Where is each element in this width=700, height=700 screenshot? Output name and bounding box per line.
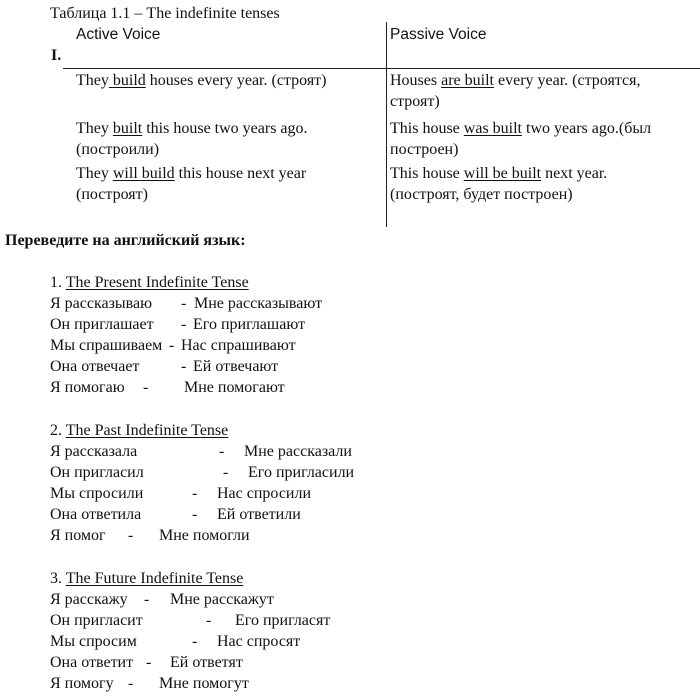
exercise-dash: - bbox=[128, 675, 134, 692]
exercise-left: Я помогаю bbox=[50, 379, 125, 396]
exercise-left: Я расскажу bbox=[50, 591, 128, 608]
exercise-left: Он пригласит bbox=[50, 612, 143, 629]
exercise-left: Она ответит bbox=[50, 654, 134, 671]
table-row-label: I. bbox=[51, 47, 62, 64]
exercise-left: Мы спросим bbox=[50, 633, 137, 650]
exercise-left: Я помог bbox=[50, 527, 106, 544]
passive-example-future bbox=[390, 163, 607, 184]
exercise-left: Я рассказала bbox=[50, 443, 138, 460]
exercise-dash: - bbox=[128, 527, 134, 544]
exercise-dash: - bbox=[181, 295, 187, 312]
exercise-right: Мне помогают bbox=[184, 379, 285, 396]
active-voice-header: Active Voice bbox=[76, 26, 161, 43]
passive-past-translation: построен) bbox=[390, 141, 459, 158]
exercise-dash: - bbox=[206, 612, 212, 629]
active-example-present bbox=[76, 70, 327, 91]
passive-example-present bbox=[390, 70, 640, 91]
exercise-dash: - bbox=[192, 485, 198, 502]
active-present-rest: houses every year. (строят) bbox=[145, 72, 327, 89]
exercise-left: Мы спросили bbox=[50, 485, 144, 502]
exercise-dash: - bbox=[169, 337, 175, 354]
exercise-right: Мне помогут bbox=[159, 675, 249, 692]
exercise-dash: - bbox=[181, 358, 187, 375]
exercise-left: Он приглашает bbox=[50, 316, 154, 333]
exercise-right: Его пригласят bbox=[235, 612, 331, 629]
active-past-rest: this house two years ago. bbox=[142, 120, 308, 137]
passive-future-subject: This house bbox=[390, 165, 464, 182]
passive-past-verb: was built bbox=[463, 120, 522, 137]
active-example-future bbox=[76, 163, 306, 184]
table-caption: Таблица 1.1 – The indefinite tenses bbox=[50, 5, 280, 22]
active-future-subject: They bbox=[76, 165, 113, 182]
section-title-future bbox=[50, 568, 243, 589]
active-past-verb: built bbox=[112, 120, 143, 137]
section-title-past bbox=[50, 420, 228, 441]
exercise-left: Он пригласил bbox=[50, 464, 144, 481]
exercise-dash: - bbox=[192, 633, 198, 650]
exercise-right: Нас спрашивают bbox=[181, 337, 296, 354]
exercise-left: Я помогу bbox=[50, 675, 114, 692]
passive-present-subject: Houses bbox=[390, 72, 442, 89]
section-title-present bbox=[50, 272, 249, 293]
table-header-divider bbox=[63, 68, 700, 69]
exercise-dash: - bbox=[223, 464, 229, 481]
exercise-right: Его приглашают bbox=[193, 316, 306, 333]
exercise-dash: - bbox=[146, 654, 152, 671]
exercise-right: Ей ответили bbox=[217, 506, 301, 523]
exercise-right: Нас спросят bbox=[217, 633, 301, 650]
exercise-left: Мы спрашиваем bbox=[50, 337, 163, 354]
exercise-right: Мне рассказали bbox=[244, 443, 352, 460]
exercise-right: Нас спросили bbox=[217, 485, 312, 502]
exercise-dash: - bbox=[181, 316, 187, 333]
exercise-right: Его пригласили bbox=[248, 464, 355, 481]
active-present-verb: build bbox=[108, 72, 146, 89]
active-past-translation: (построили) bbox=[76, 141, 160, 158]
section-title: The Past Indefinite Tense bbox=[65, 422, 229, 439]
exercise-right: Мне расскажут bbox=[170, 591, 274, 608]
passive-example-past bbox=[390, 118, 651, 139]
passive-present-translation: строят) bbox=[390, 93, 440, 110]
section-number: 1. bbox=[50, 274, 66, 291]
passive-present-verb: are built bbox=[441, 72, 494, 89]
section-number: 3. bbox=[50, 570, 66, 587]
exercise-right: Ей ответят bbox=[170, 654, 243, 671]
exercise-left: Я рассказываю bbox=[50, 295, 153, 312]
exercise-dash: - bbox=[219, 443, 225, 460]
exercise-right: Мне рассказывают bbox=[194, 295, 323, 312]
passive-past-rest: two years ago.(был bbox=[522, 120, 652, 137]
section-title: The Future Indefinite Tense bbox=[65, 570, 244, 587]
passive-voice-header: Passive Voice bbox=[390, 26, 487, 43]
passive-present-rest: every year. (строятся, bbox=[493, 72, 641, 89]
exercise-left: Она отвечает bbox=[50, 358, 140, 375]
section-number: 2. bbox=[50, 422, 66, 439]
passive-future-translation: (построят, будет построен) bbox=[390, 186, 573, 203]
exercise-dash: - bbox=[144, 591, 150, 608]
passive-future-rest: next year. bbox=[541, 165, 608, 182]
exercise-dash: - bbox=[192, 506, 198, 523]
exercise-dash: - bbox=[143, 379, 149, 396]
section-title: The Present Indefinite Tense bbox=[65, 274, 249, 291]
active-example-past bbox=[76, 118, 308, 139]
active-past-subject: They bbox=[76, 120, 113, 137]
active-present-subject: They bbox=[76, 72, 109, 89]
active-future-translation: (построят) bbox=[76, 186, 148, 203]
exercise-left: Она ответила bbox=[50, 506, 142, 523]
active-future-rest: this house next year bbox=[174, 165, 307, 182]
passive-past-subject: This house bbox=[390, 120, 464, 137]
exercise-right: Ей отвечают bbox=[193, 358, 279, 375]
passive-future-verb: will be built bbox=[463, 165, 542, 182]
table-column-divider bbox=[386, 22, 387, 227]
active-future-verb: will build bbox=[112, 165, 175, 182]
exercise-heading: Переведите на английский язык: bbox=[5, 232, 246, 249]
exercise-right: Мне помогли bbox=[159, 527, 250, 544]
